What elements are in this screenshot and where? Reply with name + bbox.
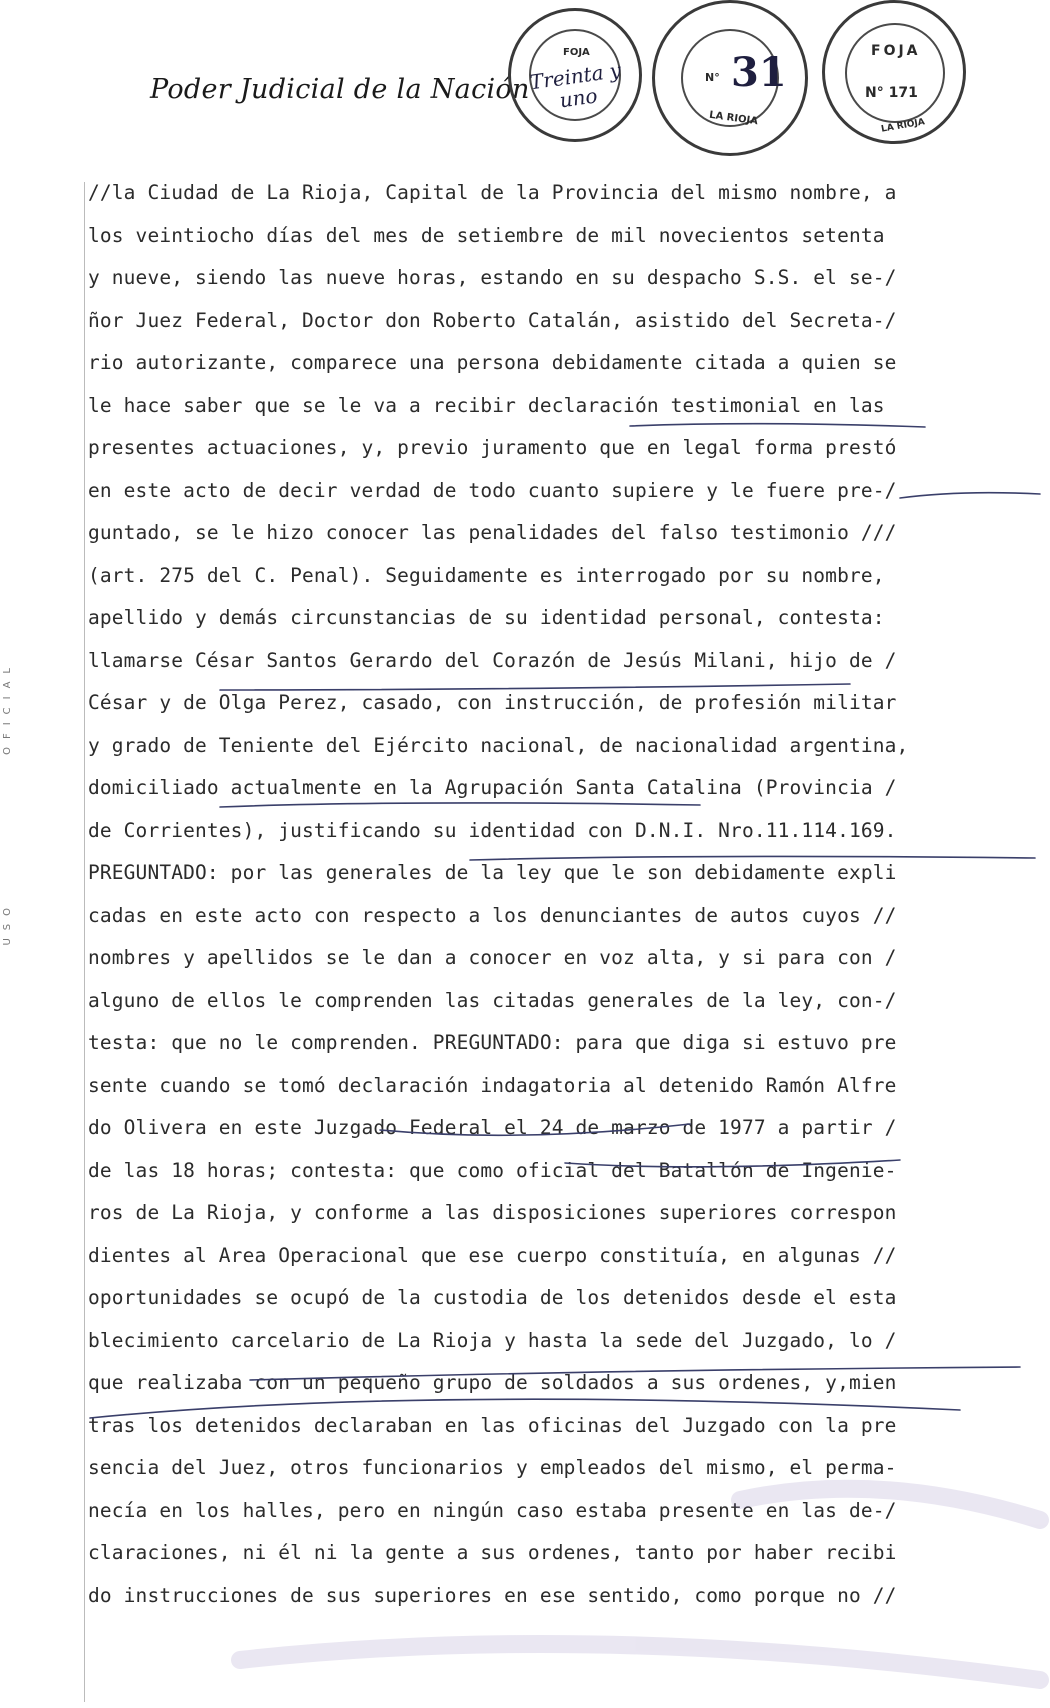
text-line: de Corrientes), justificando su identidad con D.N.I. Nro.11.114.169.: [88, 818, 897, 842]
text-line: le hace saber que se le va a recibir declaración testimonial en las: [88, 393, 885, 417]
text-line: de las 18 horas; contesta: que como oficial del Batallón de Ingenie-: [88, 1158, 897, 1182]
stamp-3-place: LA RIOJA: [880, 117, 926, 135]
header-title: Poder Judicial de la Nación: [150, 74, 530, 105]
text-line: y nueve, siendo las nueve horas, estando en su despacho S.S. el se-/: [88, 266, 897, 289]
text-line: y grado de Teniente del Ejército nacional, de nacionalidad argentina,: [88, 733, 909, 757]
stamp-3-number: N° 171: [865, 85, 918, 101]
text-line: dientes al Area Operacional que ese cuerpo constituía, en algunas //: [88, 1243, 897, 1267]
text-line: presentes actuaciones, y, previo juramento que en legal forma prestó: [88, 436, 897, 459]
text-line: los veintiocho días del mes de setiembre de mil novecientos setenta: [88, 223, 885, 247]
stamp-3-label: FOJA: [871, 43, 921, 59]
text-line: apellido y demás circunstancias de su identidad personal, contesta:: [88, 606, 885, 629]
margin-mark-bottom: USO: [2, 900, 13, 946]
text-line: alguno de ellos le comprenden las citadas generales de la ley, con-/: [88, 988, 897, 1012]
text-line: que realizaba con un pequeño grupo de soldados a sus ordenes, y,mien: [88, 1371, 897, 1394]
text-line: ñor Juez Federal, Doctor don Roberto Catalán, asistido del Secreta-/: [88, 308, 897, 332]
text-line: (art. 275 del C. Penal). Seguidamente es interrogado por su nombre,: [88, 563, 885, 587]
text-line: llamarse César Santos Gerardo del Corazón de Jesús Milani, hijo de /: [88, 648, 897, 672]
margin-mark-top: OFICIAL: [2, 660, 13, 755]
text-line: //la Ciudad de La Rioja, Capital de la Provincia del mismo nombre, a: [88, 181, 897, 204]
stamp-2-number: 31: [731, 49, 787, 96]
text-line: do Olivera en este Juzgado Federal el 24 de marzo de 1977 a partir /: [88, 1116, 897, 1139]
text-line: oportunidades se ocupó de la custodia de los detenidos desde el esta: [88, 1286, 897, 1309]
text-line: César y de Olga Perez, casado, con instrucción, de profesión militar: [88, 691, 897, 714]
text-line: guntado, se le hizo conocer las penalidades del falso testimonio ///: [88, 521, 897, 544]
text-line: nombres y apellidos se le dan a conocer en voz alta, y si para con /: [88, 946, 897, 969]
text-line: cadas en este acto con respecto a los denunciantes de autos cuyos //: [88, 903, 897, 927]
stamp-2-place: LA RIOJA: [708, 109, 759, 128]
text-line: claraciones, ni él ni la gente a sus ordenes, tanto por haber recibi: [88, 1541, 897, 1564]
stamp-1-label: FOJA: [563, 47, 590, 58]
text-line: rio autorizante, comparece una persona debidamente citada a quien se: [88, 351, 897, 374]
stamp-2-label: N°: [705, 71, 720, 84]
stamp-1-handwritten: Treinta y uno: [528, 57, 623, 113]
text-line: tras los detenidos declaraban en las oficinas del Juzgado con la pre: [88, 1413, 897, 1437]
text-line: PREGUNTADO: por las generales de la ley que le son debidamente expli: [88, 861, 897, 884]
text-line: sente cuando se tomó declaración indagatoria al detenido Ramón Alfre: [88, 1073, 897, 1097]
text-line: domiciliado actualmente en la Agrupación Santa Catalina (Provincia /: [88, 776, 897, 799]
text-line: ros de La Rioja, y conforme a las disposiciones superiores correspon: [88, 1201, 897, 1224]
text-line: necía en los halles, pero en ningún caso estaba presente en las de-/: [88, 1498, 897, 1522]
text-line: testa: que no le comprenden. PREGUNTADO: para que diga si estuvo pre: [88, 1031, 897, 1054]
text-line: en este acto de decir verdad de todo cuanto supiere y le fuere pre-/: [88, 478, 897, 502]
text-line: sencia del Juez, otros funcionarios y empleados del mismo, el perma-: [88, 1456, 897, 1479]
text-line: blecimiento carcelario de La Rioja y hasta la sede del Juzgado, lo /: [88, 1328, 897, 1352]
text-line: do instrucciones de sus superiores en ese sentido, como porque no //: [88, 1583, 897, 1607]
